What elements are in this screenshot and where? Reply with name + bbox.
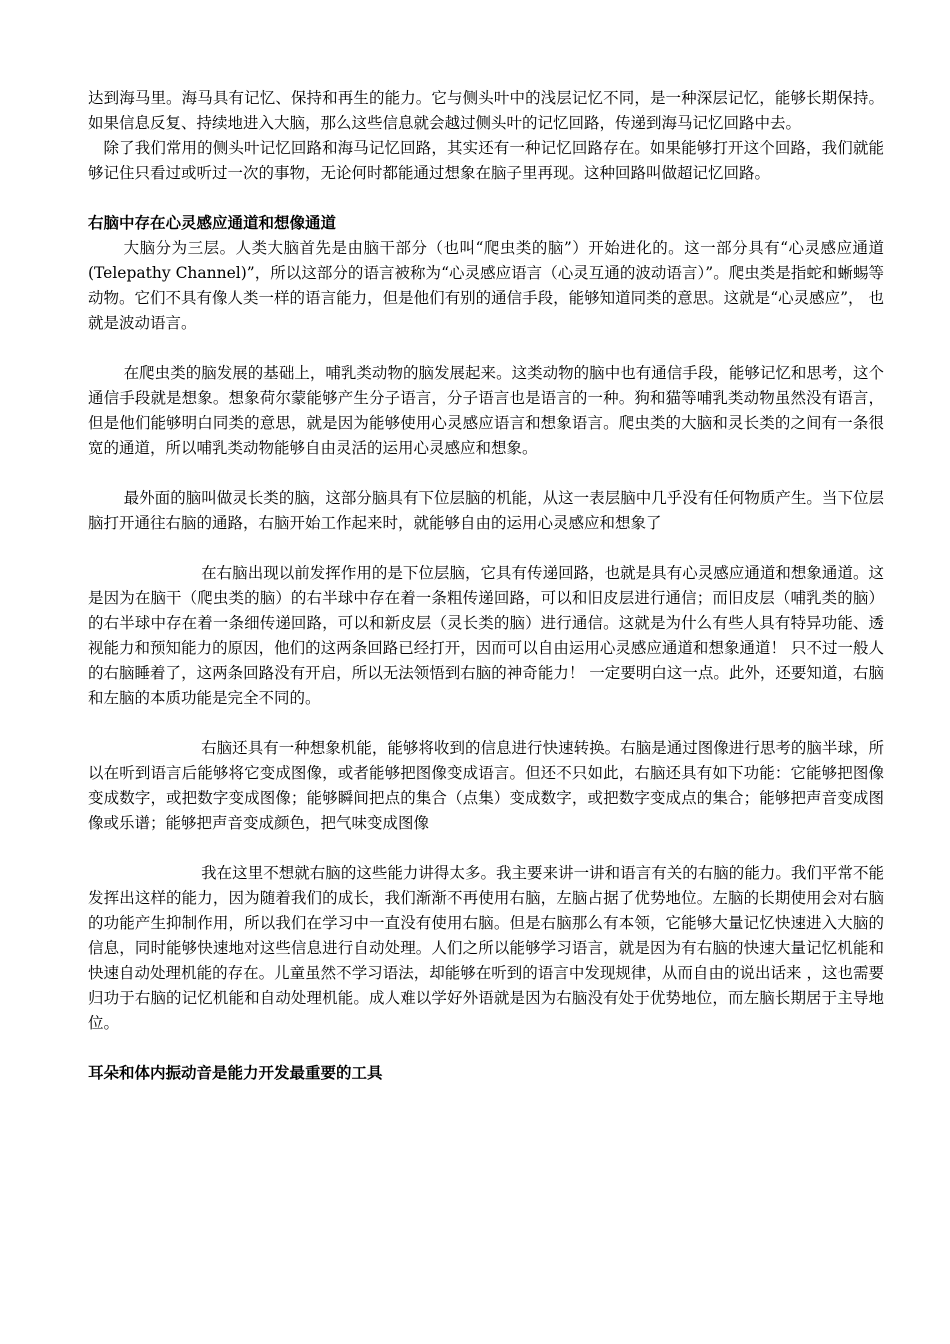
paragraph-1: 达到海马里。海马具有记忆、保持和再生的能力。它与侧头叶中的浅层记忆不同，是一种深层记忆，能够长期保持。如果信息反复、持续地进入大脑，那么这些信息就会越过侧头叶的记忆回路，传递到海马记忆回路中去。 (88, 89, 884, 132)
paragraph-7: 右脑还具有一种想象机能，能够将收到的信息进行快速转换。右脑是通过图像进行思考的脑半球，所以在听到语言后能够将它变成图像，或者能够把图像变成语言。但还不只如此，右脑还具有如下功能：它能够把图像变成数字，或把数字变成图像；能够瞬间把点的集合（点集）变成数字，或把数字变成点的集合；能够把声音变成图像或乐谱；能够把声音变成颜色，把气味变成图像 (88, 739, 884, 832)
spacer (88, 536, 884, 561)
spacer (88, 836, 884, 861)
section-heading-1: 右脑中存在心灵感应通道和想像通道 (88, 214, 337, 232)
paragraph-4: 在爬虫类的脑发展的基础上，哺乳类动物的脑发展起来。这类动物的脑中也有通信手段，能够记忆和思考，这个通信手段就是想象。想象荷尔蒙能够产生分子语言，分子语言也是语言的一种。狗和猫等哺乳类动物虽然没有语言，但是他们能够明白同类的意思，就是因为能够使用心灵感应语言和想象语言。爬虫类的大脑和灵长类的之间有一条很宽的通道，所以哺乳类动物能够自由灵活的运用心灵感应和想象。 (88, 364, 884, 457)
paragraph-5: 最外面的脑叫做灵长类的脑，这部分脑具有下位层脑的机能，从这一表层脑中几乎没有任何物质产生。当下位层脑打开通往右脑的通路，右脑开始工作起来时，就能够自由的运用心灵感应和想象了 (88, 489, 884, 532)
spacer (88, 186, 884, 211)
paragraph-8: 我在这里不想就右脑的这些能力讲得太多。我主要来讲一讲和语言有关的右脑的能力。我们平常不能发挥出这样的能力，因为随着我们的成长，我们渐渐不再使用右脑，左脑占据了优势地位。左脑的长期使用会对右脑的功能产生抑制作用，所以我们在学习中一直没有使用右脑。但是右脑那么有本领，它能够大量记忆快速进入大脑的信息，同时能够快速地对这些信息进行自动处理。人们之所以能够学习语言，就是因为有右脑的快速大量记忆机能和快速自动处理机能的存在。儿童虽然不学习语法，却能够在听到的语言中发现规律，从而自由的说出话来 ，这也需要归功于右脑的记忆机能和自动处理机能。成人难以学好外语就是因为右脑没有处于优势地位，而左脑长期居于主导地位。 (88, 864, 884, 1032)
spacer (88, 711, 884, 736)
spacer (88, 461, 884, 486)
paragraph-3: 大脑分为三层。人类大脑首先是由脑干部分（也叫“爬虫类的脑”）开始进化的。这一部分具有“心灵感应通道(Telepathy Channel)”，所以这部分的语言被称为“心灵感应语言（心灵互通的波动语言）”。爬虫类是指蛇和蜥蜴等动物。它们不具有像人类一样的语言能力，但是他们有别的通信手段，能够知道同类的意思。这就是“心灵感应”， 也就是波动语言。 (88, 239, 884, 332)
paragraph-2: 除了我们常用的侧头叶记忆回路和海马记忆回路，其实还有一种记忆回路存在。如果能够打开这个回路，我们就能够记住只看过或听过一次的事物，无论何时都能通过想象在脑子里再现。这种回路叫做超记忆回路。 (88, 139, 884, 182)
paragraph-6: 在右脑出现以前发挥作用的是下位层脑，它具有传递回路，也就是具有心灵感应通道和想象通道。这是因为在脑干（爬虫类的脑）的右半球中存在着一条粗传递回路，可以和旧皮层进行通信；而旧皮层（哺乳类的脑）的右半球中存在着一条细传递回路，可以和新皮层（灵长类的脑）进行通信。这就是为什么有些人具有特异功能、透视能力和预知能力的原因，他们的这两条回路已经打开，因而可以自由运用心灵感应通道和想象通道！ 只不过一般人的右脑睡着了，这两条回路没有开启，所以无法领悟到右脑的神奇能力！ 一定要明白这一点。此外，还要知道，右脑和左脑的本质功能是完全不同的。 (88, 564, 884, 707)
spacer (88, 1036, 884, 1061)
spacer (88, 336, 884, 361)
document-page (88, 86, 884, 1086)
section-heading-2: 耳朵和体内振动音是能力开发最重要的工具 (88, 1064, 383, 1082)
